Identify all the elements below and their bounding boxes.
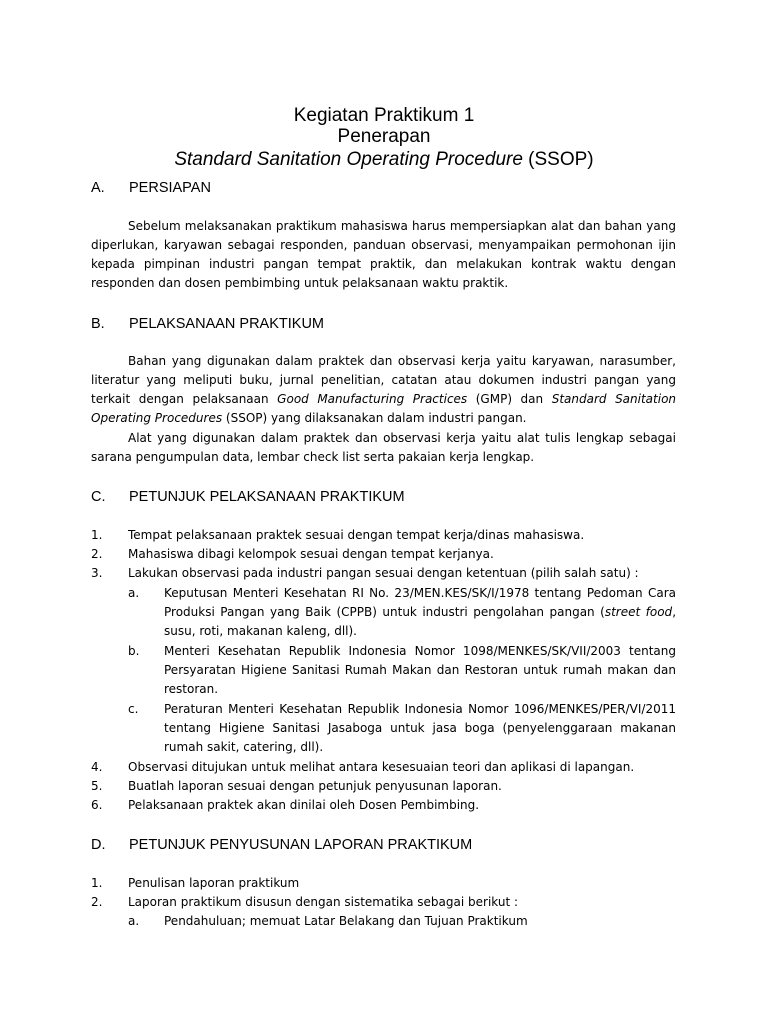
title-line-3 xyxy=(0,149,768,171)
section-b-paragraph-1: Bahan yang digunakan dalam praktek dan observasi kerja yaitu karyawan, narasumber, literatur yang meliputi buku, jurnal penelitian, catatan atau dokumen industri pangan yang terkait dengan pelaksanaan Good Manufacturing Practices (GMP) dan Standard Sanitation Operating Procedures (SSOP) yang dilaksanakan dalam industri pangan. xyxy=(91,354,677,425)
document-page: Kegiatan Praktikum 1 Penerapan Standard Sanitation Operating Procedure (SSOP) A. PERSIAPAN Sebelum melaksanakan praktikum mahasiswa harus mempersiapkan alat dan bahan yang diperlukan, karyawan sebagai responden, panduan observasi, menyampaikan permohonan ijin kepada pimpinan industri pangan tempat praktik, dan melakukan kontrak waktu dengan responden dan dosen pembimbing untuk pelaksanaan waktu praktik. B. PELAKSANAAN PRAKTIKUM Bahan yang digunakan dalam praktek dan observasi kerja yaitu karyawan, narasumber, literatur yang meliputi buku, jurnal penelitian, catatan atau dokumen industri pangan yang terkait dengan pelaksanaan Good Manufacturing Practices (GMP) dan Standard Sanitation Operating Procedures (SSOP) yang dilaksanakan dalam industri pangan. Alat yang digunakan dalam praktek dan observasi kerja yaitu alat tulis lengkap sebagai sarana pengumpulan data, lembar check list serta pakaian kerja lengkap. C. PETUNJUK PELAKSANAAN PRAKTIKUM 1. Tempat pelaksanaan praktek sesuai dengan tempat kerja/dinas mahasiswa. 2. Mahasiswa dibagi kelompok sesuai dengan tempat kerjanya. 3. Lakukan observasi pada industri pangan sesuai dengan ketentuan (pilih salah satu) : a. Keputusan Menteri Kesehatan RI No. 23/MEN.KES/SK/I/1978 tentang Pedoman Cara Produksi Pangan yang Baik (CPPB) untuk industri pengolahan pangan (street food, susu, roti, makanan kaleng, dll). b. Menteri Kesehatan Republik Indonesia Nomor 1098/MENKES/SK/VII/2003 tentang Persyaratan Higiene Sanitasi Rumah Makan dan Restoran untuk rumah makan dan restoran. c. Peraturan Menteri Kesehatan Republik Indonesia Nomor 1096/MENKES/PER/VI/2011 tentang Higiene Sanitasi Jasaboga untuk jasa boga (penyelenggaraan makanan rumah sakit, catering, dll). 4. Observasi ditujukan untuk melihat antara kesesuaian teori dan aplikasi di lapangan. 5. Buatlah laporan sesuai dengan petunjuk penyusunan laporan. 6. Pelaksanaan praktek akan dinilai oleh Dosen Pembimbing. D. PETUNJUK PENYUSUNAN LAPORAN PRAKTIKUM 1. Penulisan laporan praktikum 2. Laporan praktikum disusun dengan sistematika sebagai berikut : a. Pendahuluan; memuat Latar Belakang dan Tujuan Praktikum xyxy=(0,0,768,1024)
title-line-2: Penerapan xyxy=(337,126,431,147)
title-line-1: Kegiatan Praktikum 1 xyxy=(293,105,475,126)
section-d-heading: D. PETUNJUK PENYUSUNAN LAPORAN PRAKTIKUM xyxy=(91,837,473,853)
section-c-heading: C. PETUNJUK PELAKSANAAN PRAKTIKUM xyxy=(91,489,405,505)
section-a-paragraph: Sebelum melaksanakan praktikum mahasiswa harus mempersiapkan alat dan bahan yang diperlukan, karyawan sebagai responden, panduan observasi, menyampaikan permohonan ijin kepada pimpinan industri pangan tempat praktik, dan melakukan kontrak waktu dengan responden dan dosen pembimbing untuk pelaksanaan waktu praktik. xyxy=(91,219,676,290)
title-italic: Standard Sanitation Operating Procedure xyxy=(174,149,523,170)
title-acronym: (SSOP) xyxy=(522,149,594,170)
section-b-paragraph-2: Alat yang digunakan dalam praktek dan observasi kerja yaitu alat tulis lengkap sebagai sarana pengumpulan data, lembar check list serta pakaian kerja lengkap. xyxy=(91,431,676,464)
section-b-heading: B. PELAKSANAAN PRAKTIKUM xyxy=(91,316,324,332)
section-a-heading: A. PERSIAPAN xyxy=(91,180,211,196)
